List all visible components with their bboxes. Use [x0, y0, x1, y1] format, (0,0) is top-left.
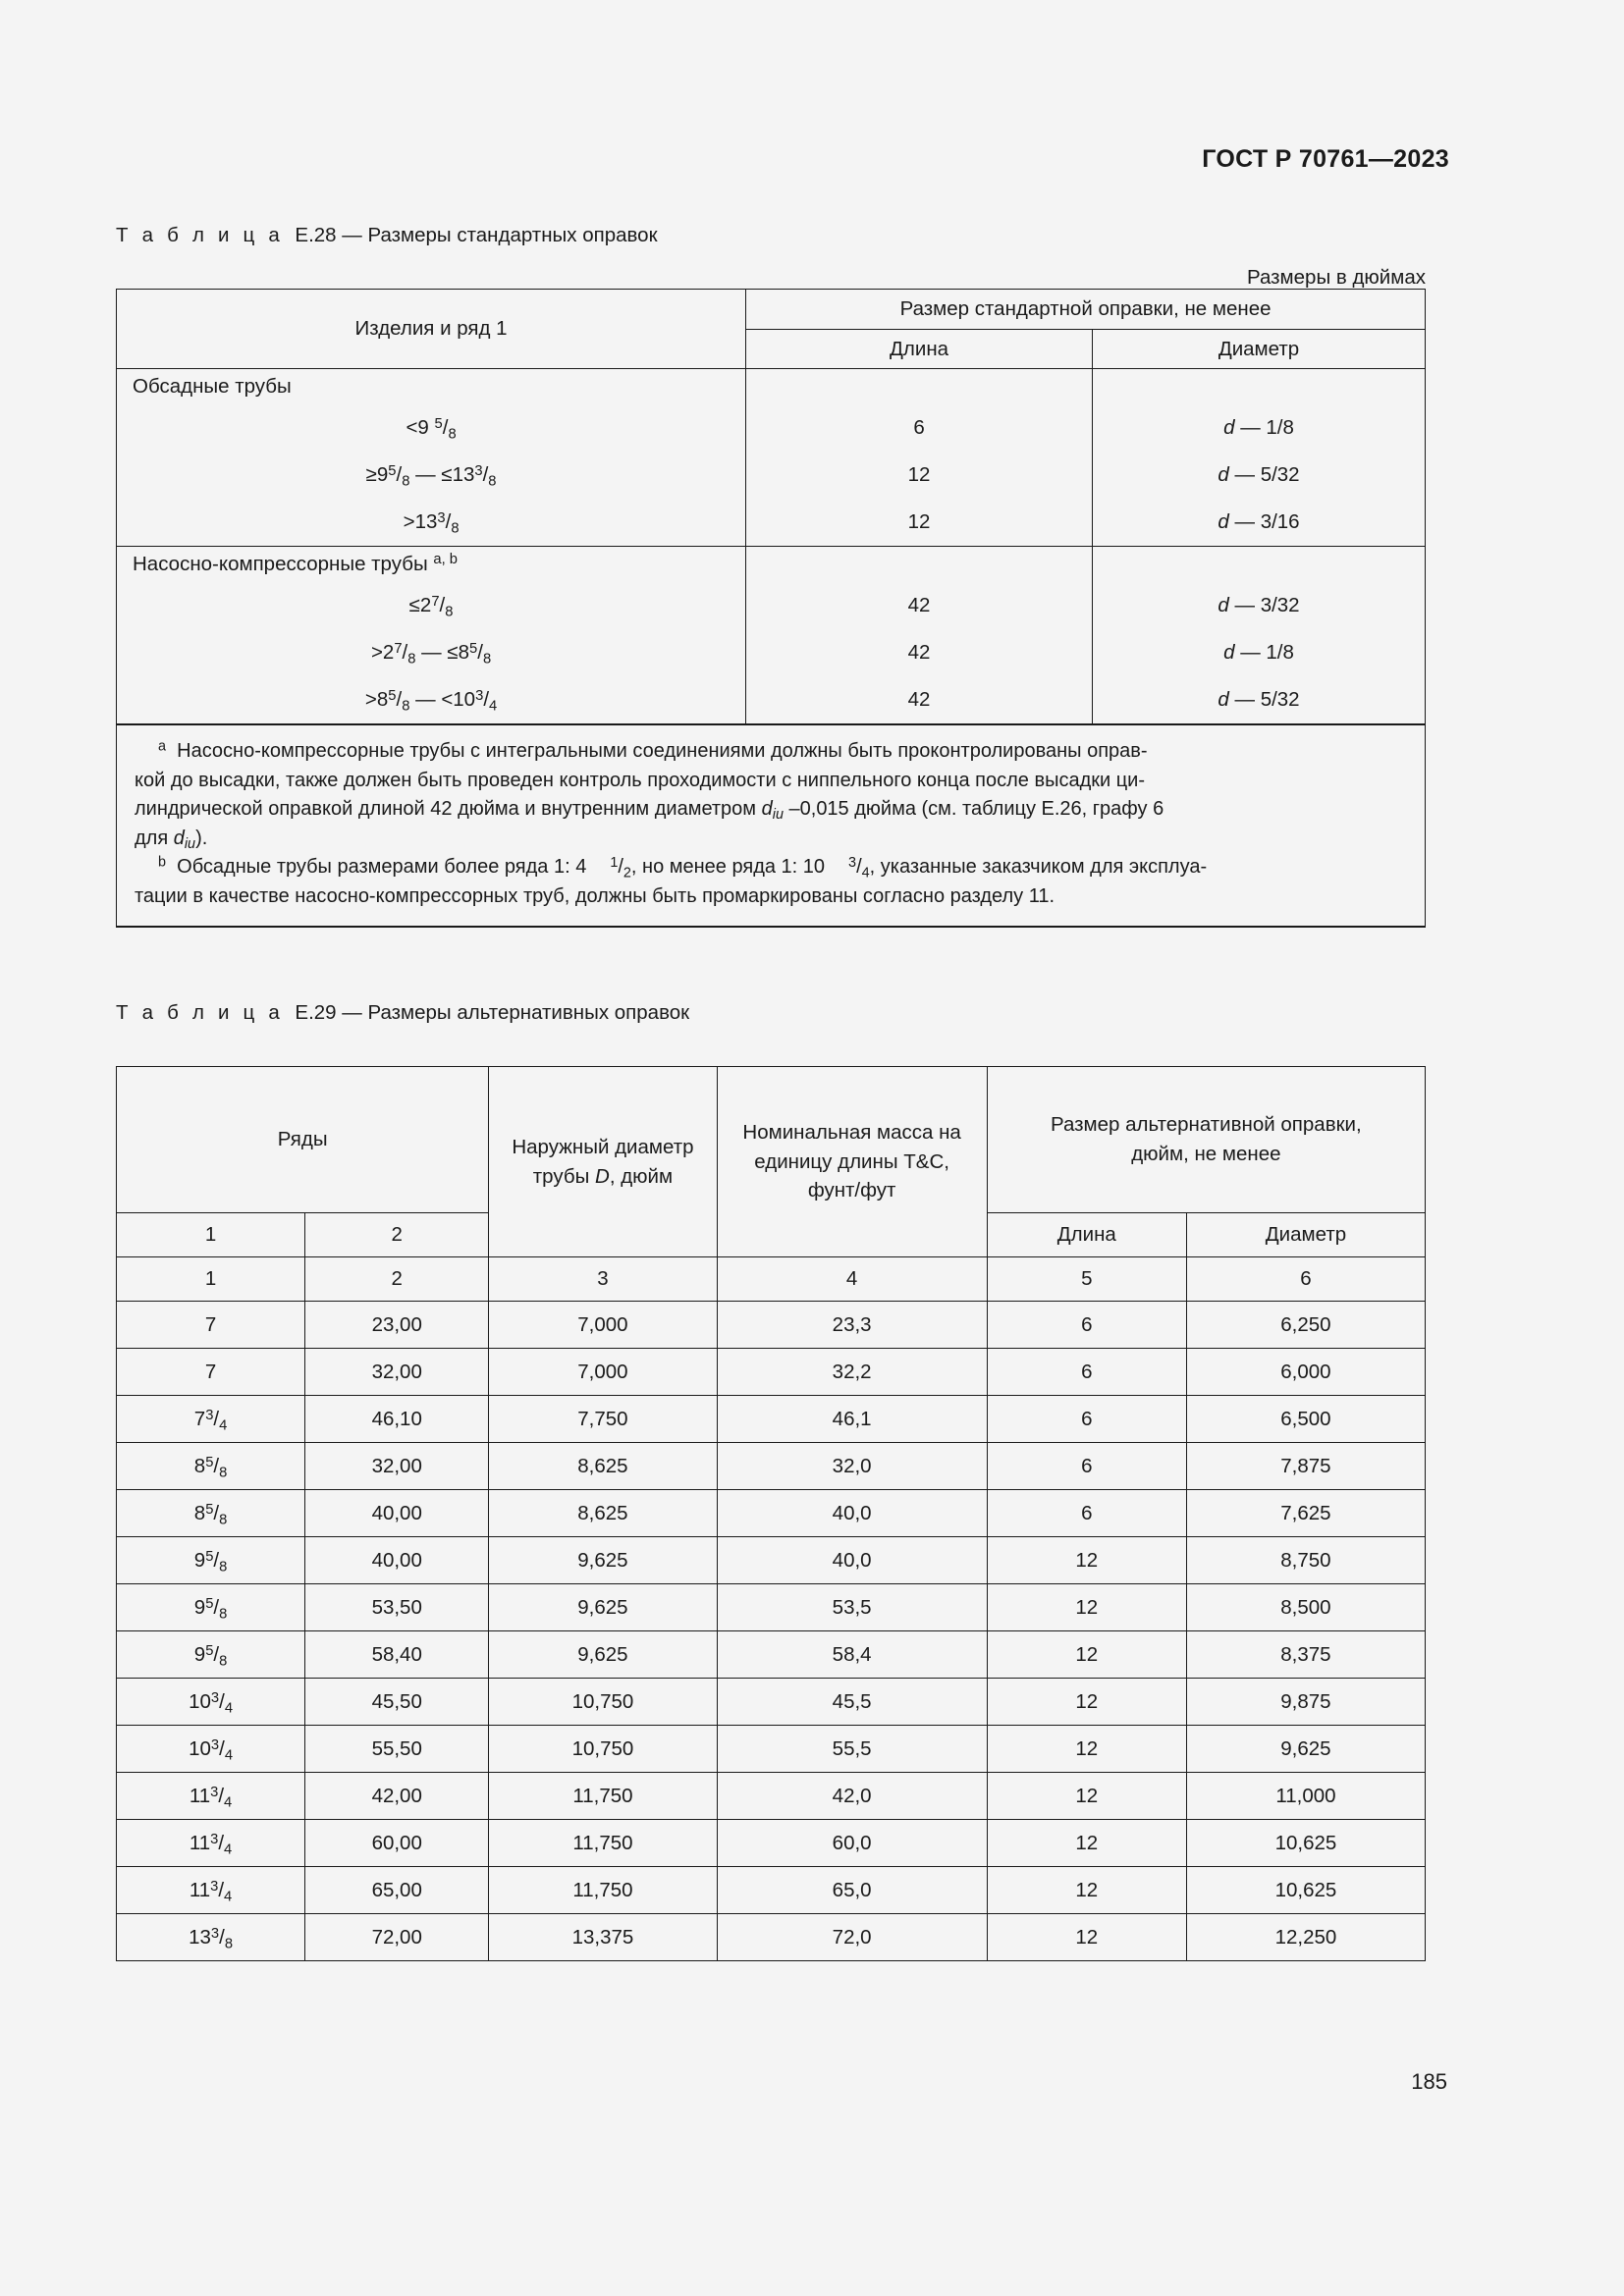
table-row — [117, 1490, 1426, 1537]
cell-row1: $11^3/_4$ — [117, 1820, 305, 1867]
cell-alt-diameter: 8,500 — [1186, 1584, 1425, 1631]
cell-outer-diameter: 8,625 — [489, 1490, 717, 1537]
cell-nominal-mass: 72,0 — [717, 1914, 987, 1961]
table-e28-group-tubing-title — [117, 547, 1426, 583]
cell-outer-diameter: 10,750 — [489, 1679, 717, 1726]
cell-row1: $10^3/_4$ — [117, 1679, 305, 1726]
casing-diameter-1: d — 1/8 — [1092, 404, 1425, 452]
cell-alt-length: 12 — [987, 1726, 1186, 1773]
cell-row1: $11^3/_4$ — [117, 1867, 305, 1914]
cell-row1: $9^5/_8$ — [117, 1631, 305, 1679]
group-label-tubing — [117, 547, 746, 583]
header-length: Длина — [746, 330, 1093, 369]
cell-nominal-mass: 60,0 — [717, 1820, 987, 1867]
table-e28-footnotes — [117, 724, 1426, 927]
table-e28-caption-title: — Размеры стандартных оправок — [342, 224, 658, 246]
cell-alt-length: 6 — [987, 1349, 1186, 1396]
footnote-a-line3: линдрической оправкой длиной 42 дюйма и внутренним диаметром $d_{iu}$ –0,015 дюйма (см. таблицу Е.26, графу 6 — [135, 798, 1164, 824]
table-row — [117, 629, 1426, 676]
table-row — [117, 1396, 1426, 1443]
table-e29-numbering-row — [117, 1257, 1426, 1302]
col-number-1: 1 — [117, 1257, 305, 1302]
footnote-b-line1: $^b$ Обсадные трубы размерами более ряда 1: 4 $^1/_2$, но менее ряда 1: 10 $^3/_4$, указанные заказчиком для эксплуа- — [158, 854, 1208, 881]
table-e29-caption-title: — Размеры альтернативных оправок — [342, 1001, 690, 1024]
header-rows-group: Ряды — [117, 1067, 489, 1213]
cell-row2: 32,00 — [305, 1349, 489, 1396]
cell-alt-length: 6 — [987, 1490, 1186, 1537]
cell-row1: 7 — [117, 1302, 305, 1349]
cell-alt-length: 12 — [987, 1820, 1186, 1867]
cell-nominal-mass: 58,4 — [717, 1631, 987, 1679]
cell-outer-diameter: 10,750 — [489, 1726, 717, 1773]
cell-row1: $9^5/_8$ — [117, 1537, 305, 1584]
cell-nominal-mass: 42,0 — [717, 1773, 987, 1820]
cell-outer-diameter: 11,750 — [489, 1820, 717, 1867]
cell-row1: $7^3/_4$ — [117, 1396, 305, 1443]
table-e28-caption — [116, 224, 658, 247]
cell-nominal-mass: 53,5 — [717, 1584, 987, 1631]
cell-nominal-mass: 40,0 — [717, 1537, 987, 1584]
cell-row2: 42,00 — [305, 1773, 489, 1820]
table-e28-caption-number: E.28 — [295, 224, 337, 246]
cell-alt-diameter: 9,625 — [1186, 1726, 1425, 1773]
group-casing-diameter-spacer — [1092, 369, 1425, 405]
cell-row1: $8^5/_8$ — [117, 1443, 305, 1490]
cell-alt-diameter: 9,875 — [1186, 1679, 1425, 1726]
footnote-a-line2: кой до высадки, также должен быть проведен контроль проходимости с ниппельного конца после высадки ци- — [135, 769, 1146, 791]
cell-row1: $11^3/_4$ — [117, 1773, 305, 1820]
tubing-diameter-2: d — 1/8 — [1092, 629, 1425, 676]
table-e28-caption-word: Т а б л и ц а — [116, 224, 284, 246]
cell-alt-diameter: 8,375 — [1186, 1631, 1425, 1679]
table-e28 — [116, 289, 1426, 928]
tubing-length-2: 42 — [746, 629, 1093, 676]
cell-outer-diameter: 9,625 — [489, 1537, 717, 1584]
header-standard-mandrel-size: Размер стандартной оправки, не менее — [746, 290, 1426, 330]
header-alt-mandrel-size: Размер альтернативной оправки, дюйм, не менее — [987, 1067, 1425, 1213]
table-e28-footnotes-row — [117, 724, 1426, 927]
col-number-6: 6 — [1186, 1257, 1425, 1302]
casing-length-3: 12 — [746, 499, 1093, 547]
cell-alt-diameter: 10,625 — [1186, 1867, 1425, 1914]
cell-nominal-mass: 45,5 — [717, 1679, 987, 1726]
cell-outer-diameter: 11,750 — [489, 1867, 717, 1914]
cell-nominal-mass: 40,0 — [717, 1490, 987, 1537]
table-row — [117, 1443, 1426, 1490]
table-row — [117, 582, 1426, 629]
standard-header: ГОСТ Р 70761—2023 — [1202, 145, 1449, 173]
cell-nominal-mass: 32,0 — [717, 1443, 987, 1490]
table-row — [117, 1349, 1426, 1396]
cell-row2: 23,00 — [305, 1302, 489, 1349]
casing-diameter-3: d — 3/16 — [1092, 499, 1425, 547]
header-rows-sub-1: 1 — [117, 1213, 305, 1257]
cell-alt-diameter: 12,250 — [1186, 1914, 1425, 1961]
tubing-size-1: $\le 2^7/_8$ — [117, 582, 746, 629]
group-tubing-footnote-marks: a, b — [433, 552, 458, 568]
header-outer-diameter: Наружный диаметр трубы D, дюйм — [489, 1067, 717, 1257]
cell-outer-diameter: 8,625 — [489, 1443, 717, 1490]
header-products: Изделия и ряд 1 — [117, 290, 746, 369]
cell-row2: 60,00 — [305, 1820, 489, 1867]
casing-length-2: 12 — [746, 452, 1093, 499]
cell-alt-length: 12 — [987, 1773, 1186, 1820]
header-rows-sub-2: 2 — [305, 1213, 489, 1257]
cell-row1: $8^5/_8$ — [117, 1490, 305, 1537]
table-row — [117, 404, 1426, 452]
cell-alt-diameter: 10,625 — [1186, 1820, 1425, 1867]
table-row — [117, 1820, 1426, 1867]
tubing-diameter-1: d — 3/32 — [1092, 582, 1425, 629]
table-e28-group-casing-title — [117, 369, 1426, 405]
table-e29-header-row-1 — [117, 1067, 1426, 1213]
page-number: 185 — [1411, 2069, 1447, 2094]
tubing-size-2: $>2^7/_8$ — $\le 8^5/_8$ — [117, 629, 746, 676]
cell-alt-length: 6 — [987, 1396, 1186, 1443]
cell-row2: 32,00 — [305, 1443, 489, 1490]
cell-alt-length: 12 — [987, 1679, 1186, 1726]
cell-alt-diameter: 6,500 — [1186, 1396, 1425, 1443]
casing-size-2: $\ge 9^5/_8$ — $\le 13^3/_8$ — [117, 452, 746, 499]
header-alt-diameter: Диаметр — [1186, 1213, 1425, 1257]
cell-row2: 45,50 — [305, 1679, 489, 1726]
cell-outer-diameter: 13,375 — [489, 1914, 717, 1961]
cell-outer-diameter: 11,750 — [489, 1773, 717, 1820]
cell-row1: $10^3/_4$ — [117, 1726, 305, 1773]
cell-row2: 53,50 — [305, 1584, 489, 1631]
cell-alt-length: 6 — [987, 1443, 1186, 1490]
cell-row1: $9^5/_8$ — [117, 1584, 305, 1631]
col-number-3: 3 — [489, 1257, 717, 1302]
cell-outer-diameter: 7,000 — [489, 1302, 717, 1349]
col-number-5: 5 — [987, 1257, 1186, 1302]
table-row — [117, 1726, 1426, 1773]
group-tubing-length-spacer — [746, 547, 1093, 583]
cell-alt-length: 12 — [987, 1584, 1186, 1631]
cell-row2: 40,00 — [305, 1490, 489, 1537]
table-e28-header-row-1 — [117, 290, 1426, 330]
casing-diameter-2: d — 5/32 — [1092, 452, 1425, 499]
casing-size-3: $>13^3/_8$ — [117, 499, 746, 547]
table-row — [117, 499, 1426, 547]
table-row — [117, 1302, 1426, 1349]
cell-alt-length: 12 — [987, 1631, 1186, 1679]
header-nominal-mass: Номинальная масса на единицу длины T&C, фунт/фут — [717, 1067, 987, 1257]
table-e29-caption-word: Т а б л и ц а — [116, 1001, 284, 1024]
cell-row2: 58,40 — [305, 1631, 489, 1679]
table-row — [117, 676, 1426, 724]
col-number-4: 4 — [717, 1257, 987, 1302]
group-casing-length-spacer — [746, 369, 1093, 405]
footnote-a-line1: $^a$ Насосно-компрессорные трубы с интегральными соединениями должны быть проконтролированы оправ- — [158, 738, 1148, 762]
table-row — [117, 1584, 1426, 1631]
group-tubing-diameter-spacer — [1092, 547, 1425, 583]
cell-outer-diameter: 7,000 — [489, 1349, 717, 1396]
tubing-length-3: 42 — [746, 676, 1093, 724]
table-row — [117, 452, 1426, 499]
cell-nominal-mass: 55,5 — [717, 1726, 987, 1773]
cell-alt-diameter: 11,000 — [1186, 1773, 1425, 1820]
cell-alt-diameter: 6,000 — [1186, 1349, 1425, 1396]
tubing-diameter-3: d — 5/32 — [1092, 676, 1425, 724]
table-e28-units-note: Размеры в дюймах — [1246, 266, 1426, 289]
table-row — [117, 1914, 1426, 1961]
table-row — [117, 1679, 1426, 1726]
cell-outer-diameter: 7,750 — [489, 1396, 717, 1443]
group-label-tubing-text: Насосно-компрессорные трубы — [133, 553, 428, 575]
cell-outer-diameter: 9,625 — [489, 1584, 717, 1631]
table-e29 — [116, 1066, 1426, 1961]
cell-row2: 72,00 — [305, 1914, 489, 1961]
cell-alt-diameter: 6,250 — [1186, 1302, 1425, 1349]
header-diameter: Диаметр — [1092, 330, 1425, 369]
cell-nominal-mass: 46,1 — [717, 1396, 987, 1443]
footnote-a-line4: для $d_{iu}$). — [135, 827, 208, 852]
cell-alt-diameter: 7,625 — [1186, 1490, 1425, 1537]
cell-alt-length: 12 — [987, 1537, 1186, 1584]
table-row — [117, 1631, 1426, 1679]
table-row — [117, 1537, 1426, 1584]
cell-row2: 46,10 — [305, 1396, 489, 1443]
cell-alt-length: 6 — [987, 1302, 1186, 1349]
group-label-casing: Обсадные трубы — [117, 369, 746, 405]
cell-row1: 7 — [117, 1349, 305, 1396]
tubing-length-1: 42 — [746, 582, 1093, 629]
cell-row2: 55,50 — [305, 1726, 489, 1773]
cell-row2: 40,00 — [305, 1537, 489, 1584]
casing-size-1: <9 $^5/_8$ — [117, 404, 746, 452]
header-alt-length: Длина — [987, 1213, 1186, 1257]
col-number-2: 2 — [305, 1257, 489, 1302]
tubing-size-3: $>8^5/_8$ — $<10^3/_4$ — [117, 676, 746, 724]
cell-nominal-mass: 23,3 — [717, 1302, 987, 1349]
table-e29-body — [117, 1302, 1426, 1961]
cell-alt-diameter: 8,750 — [1186, 1537, 1425, 1584]
cell-outer-diameter: 9,625 — [489, 1631, 717, 1679]
cell-alt-length: 12 — [987, 1914, 1186, 1961]
footnote-b-line2: тации в качестве насосно-компрессорных труб, должны быть промаркированы согласно разделу 11. — [135, 884, 1056, 907]
table-e29-caption-number: E.29 — [295, 1001, 337, 1024]
table-e29-caption — [116, 1001, 689, 1025]
cell-row1: $13^3/_8$ — [117, 1914, 305, 1961]
cell-nominal-mass: 65,0 — [717, 1867, 987, 1914]
cell-nominal-mass: 32,2 — [717, 1349, 987, 1396]
casing-length-1: 6 — [746, 404, 1093, 452]
cell-alt-length: 12 — [987, 1867, 1186, 1914]
cell-alt-diameter: 7,875 — [1186, 1443, 1425, 1490]
cell-row2: 65,00 — [305, 1867, 489, 1914]
table-row — [117, 1867, 1426, 1914]
table-row — [117, 1773, 1426, 1820]
